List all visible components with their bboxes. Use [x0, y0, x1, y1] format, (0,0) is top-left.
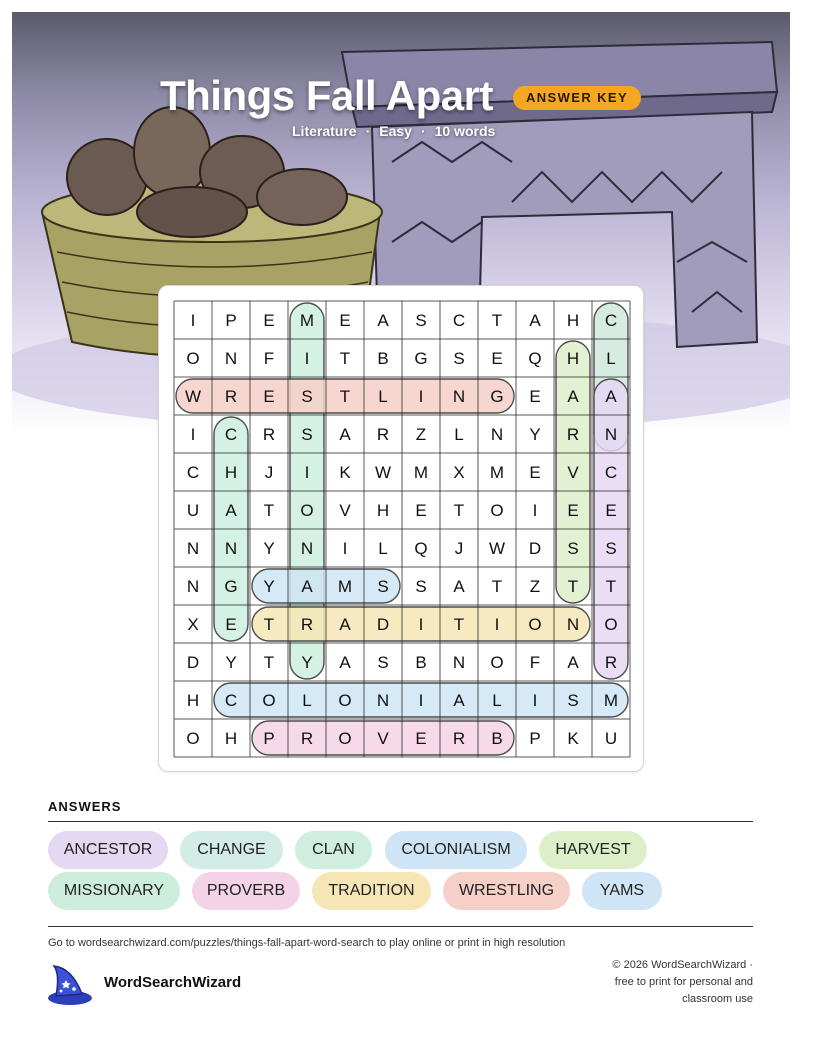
grid-cell-letter: O [186, 729, 200, 748]
grid-cell-letter: N [452, 653, 466, 672]
grid-cell-letter: C [604, 311, 618, 330]
grid-cell-letter: V [339, 501, 351, 520]
grid-cell-letter: O [262, 691, 276, 710]
answer-word-chip: WRESTLING [443, 872, 570, 910]
grid-cell-letter: H [186, 691, 200, 710]
grid-cell-letter: L [378, 539, 388, 558]
grid-cell-letter: A [567, 653, 579, 672]
grid-cell-letter: C [224, 425, 238, 444]
grid-cell-letter: A [301, 577, 313, 596]
grid-cell-letter: A [453, 691, 465, 710]
grid-cell-letter: R [376, 425, 390, 444]
grid-cell-letter: I [532, 691, 538, 710]
grid-cell-letter: M [299, 311, 315, 330]
wizard-hat-icon [46, 962, 94, 1006]
grid-cell-letter: W [488, 539, 506, 558]
word-search-grid-card [158, 285, 644, 772]
grid-cell-letter: J [264, 463, 274, 482]
grid-cell-letter: H [376, 501, 390, 520]
answer-word-chip: COLONIALISM [385, 831, 527, 869]
grid-cell-letter: M [489, 463, 505, 482]
grid-cell-letter: R [300, 615, 314, 634]
answer-word-chip: PROVERB [192, 872, 300, 910]
grid-cell-letter: R [604, 653, 618, 672]
answer-word-chip: ANCESTOR [48, 831, 168, 869]
grid-cell-letter: S [415, 311, 427, 330]
grid-cell-letter: N [186, 539, 200, 558]
grid-cell-letter: Y [263, 577, 275, 596]
grid-cell-letter: T [339, 387, 351, 406]
grid-cell-letter: W [184, 387, 202, 406]
grid-cell-letter: L [606, 349, 616, 368]
grid-cell-letter: S [377, 577, 389, 596]
grid-cell-letter: S [567, 691, 579, 710]
grid-cell-letter: N [376, 691, 390, 710]
grid-cell-letter: E [567, 501, 579, 520]
grid-cell-letter: T [339, 349, 351, 368]
grid-cell-letter: F [529, 653, 541, 672]
grid-cell-letter: G [490, 387, 504, 406]
answer-word-chip: TRADITION [312, 872, 431, 910]
grid-cell-letter: A [339, 653, 351, 672]
grid-cell-letter: E [529, 387, 541, 406]
grid-cell-letter: E [491, 349, 503, 368]
grid-cell-letter: V [377, 729, 389, 748]
grid-cell-letter: T [453, 615, 465, 634]
answers-heading: ANSWERS [48, 799, 122, 814]
answer-word-chip: MISSIONARY [48, 872, 180, 910]
grid-cell-letter: C [452, 311, 466, 330]
grid-cell-letter: Y [529, 425, 541, 444]
grid-cell-letter: R [566, 425, 580, 444]
grid-cell-letter: C [224, 691, 238, 710]
grid-cell-letter: R [224, 387, 238, 406]
grid-cell-letter: M [413, 463, 429, 482]
grid-cell-letter: E [415, 729, 427, 748]
grid-cell-letter: C [186, 463, 200, 482]
grid-cell-letter: R [262, 425, 276, 444]
grid-cell-letter: A [529, 311, 541, 330]
grid-cell-letter: S [453, 349, 465, 368]
grid-cell-letter: R [452, 729, 466, 748]
grid-cell-letter: P [529, 729, 541, 748]
difficulty-label: Easy [379, 123, 412, 139]
grid-cell-letter: E [529, 463, 541, 482]
grid-cell-letter: L [454, 425, 464, 444]
grid-cell-letter: X [453, 463, 465, 482]
grid-cell-letter: S [377, 653, 389, 672]
grid-cell-letter: B [377, 349, 389, 368]
grid-cell-letter: T [263, 615, 275, 634]
grid-cell-letter: N [490, 425, 504, 444]
grid-cell-letter: O [300, 501, 314, 520]
grid-cell-letter: A [453, 577, 465, 596]
grid-cell-letter: Y [301, 653, 313, 672]
grid-cell-letter: K [339, 463, 351, 482]
grid-cell-letter: T [567, 577, 579, 596]
grid-cell-letter: E [415, 501, 427, 520]
grid-cell-letter: A [339, 425, 351, 444]
grid-cell-letter: N [224, 349, 238, 368]
grid-cell-letter: O [338, 729, 352, 748]
grid-cell-letter: S [415, 577, 427, 596]
grid-cell-letter: T [263, 501, 275, 520]
grid-cell-letter: O [186, 349, 200, 368]
grid-cell-letter: T [491, 311, 503, 330]
grid-cell-letter: A [605, 387, 617, 406]
grid-cell-letter: U [604, 729, 618, 748]
copyright-line: © 2026 WordSearchWizard · [612, 959, 753, 971]
grid-cell-letter: L [302, 691, 312, 710]
grid-cell-letter: F [263, 349, 275, 368]
grid-cell-letter: N [452, 387, 466, 406]
word-search-grid [159, 286, 643, 771]
grid-cell-letter: I [304, 349, 310, 368]
grid-cell-letter: B [491, 729, 503, 748]
divider [48, 821, 753, 822]
copyright-line: free to print for personal and [614, 976, 753, 988]
grid-cell-letter: I [342, 539, 348, 558]
grid-cell-letter: Q [414, 539, 428, 558]
divider [48, 926, 753, 927]
answer-word-chip: YAMS [582, 872, 662, 910]
answer-key-badge: ANSWER KEY [513, 86, 641, 110]
grid-cell-letter: Z [529, 577, 541, 596]
grid-cell-letter: Z [415, 425, 427, 444]
grid-cell-letter: N [300, 539, 314, 558]
grid-cell-letter: I [418, 387, 424, 406]
grid-cell-letter: C [604, 463, 618, 482]
grid-cell-letter: A [225, 501, 237, 520]
grid-cell-letter: P [225, 311, 237, 330]
grid-cell-letter: O [490, 501, 504, 520]
grid-cell-letter: E [605, 501, 617, 520]
grid-cell-letter: N [566, 615, 580, 634]
grid-cell-letter: A [339, 615, 351, 634]
category-label: Literature [292, 123, 357, 139]
grid-cell-letter: P [263, 729, 275, 748]
answer-word-chip: HARVEST [539, 831, 647, 869]
answer-word-chip: CLAN [295, 831, 372, 869]
grid-cell-letter: Q [528, 349, 542, 368]
grid-cell-letter: I [532, 501, 538, 520]
grid-cell-letter: G [224, 577, 238, 596]
grid-cell-letter: I [418, 615, 424, 634]
grid-cell-letter: I [190, 425, 196, 444]
page-title: Things Fall Apart [160, 72, 493, 119]
grid-cell-letter: X [187, 615, 199, 634]
grid-cell-letter: H [566, 311, 580, 330]
grid-cell-letter: H [566, 349, 580, 368]
play-online-link[interactable]: Go to wordsearchwizard.com/puzzles/things-fall-apart-word-search to play online or print in high resolution [48, 937, 566, 949]
grid-cell-letter: W [374, 463, 392, 482]
puzzle-meta [292, 123, 495, 139]
grid-cell-letter: T [263, 653, 275, 672]
grid-cell-letter: E [263, 387, 275, 406]
grid-cell-letter: B [415, 653, 427, 672]
grid-cell-letter: I [190, 311, 196, 330]
grid-cell-letter: S [301, 425, 313, 444]
answer-word-chip: CHANGE [180, 831, 283, 869]
grid-cell-letter: D [376, 615, 390, 634]
grid-cell-letter: O [604, 615, 618, 634]
meta-separator: · [365, 123, 371, 139]
meta-separator: · [420, 123, 426, 139]
grid-cell-letter: I [418, 691, 424, 710]
grid-cell-letter: N [186, 577, 200, 596]
grid-cell-letter: Y [263, 539, 275, 558]
grid-cell-letter: S [605, 539, 617, 558]
grid-cell-letter: O [490, 653, 504, 672]
brand-name: WordSearchWizard [104, 974, 242, 991]
grid-cell-letter: U [186, 501, 200, 520]
grid-cell-letter: M [337, 577, 353, 596]
grid-cell-letter: I [494, 615, 500, 634]
grid-cell-letter: R [300, 729, 314, 748]
grid-cell-letter: T [605, 577, 617, 596]
grid-cell-letter: N [224, 539, 238, 558]
grid-cell-letter: E [225, 615, 237, 634]
grid-cell-letter: O [338, 691, 352, 710]
grid-cell-letter: J [454, 539, 464, 558]
grid-cell-letter: K [567, 729, 579, 748]
grid-cell-letter: D [528, 539, 542, 558]
grid-cell-letter: I [304, 463, 310, 482]
copyright-notice [583, 957, 753, 1008]
grid-cell-letter: A [377, 311, 389, 330]
grid-cell-letter: V [567, 463, 579, 482]
grid-cell-letter: L [378, 387, 388, 406]
grid-cell-letter: A [567, 387, 579, 406]
grid-cell-letter: S [301, 387, 313, 406]
grid-cell-letter: G [414, 349, 428, 368]
grid-cell-letter: O [528, 615, 542, 634]
grid-cell-letter: E [339, 311, 351, 330]
grid-cell-letter: T [453, 501, 465, 520]
grid-cell-letter: S [567, 539, 579, 558]
grid-cell-letter: E [263, 311, 275, 330]
word-count-label: 10 words [434, 123, 496, 139]
grid-cell-letter: D [186, 653, 200, 672]
grid-cell-letter: L [492, 691, 502, 710]
grid-cell-letter: Y [225, 653, 237, 672]
copyright-line: classroom use [682, 993, 753, 1005]
grid-cell-letter: N [604, 425, 618, 444]
grid-cell-letter: T [491, 577, 503, 596]
grid-cell-letter: H [224, 463, 238, 482]
grid-cell-letter: M [603, 691, 619, 710]
grid-cell-letter: H [224, 729, 238, 748]
